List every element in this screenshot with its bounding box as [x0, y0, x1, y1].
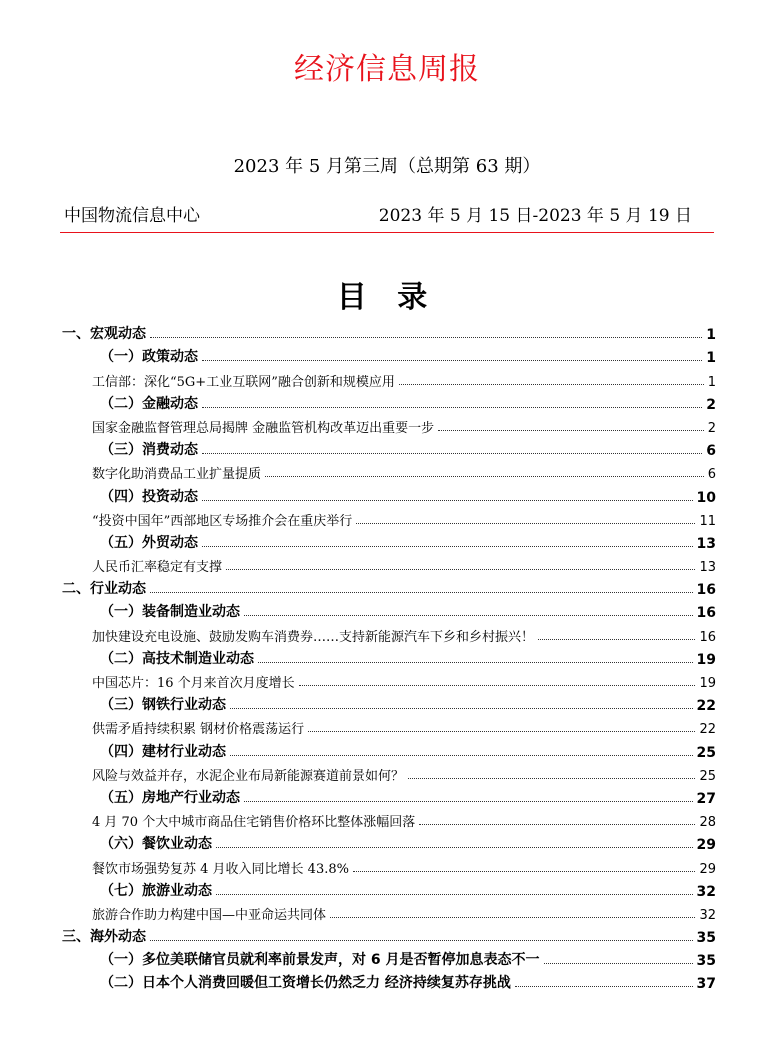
toc-page-number: 27	[696, 790, 716, 807]
dot-leader	[438, 430, 704, 431]
toc-page-number: 25	[699, 768, 716, 784]
dot-leader	[202, 500, 693, 501]
toc-entry-title: （七）旅游业动态	[100, 882, 212, 899]
toc-page-number: 13	[696, 535, 716, 552]
toc-entry[interactable]	[62, 691, 716, 714]
toc-entry-title: （四）投资动态	[100, 488, 198, 505]
dot-leader	[202, 546, 693, 547]
toc-entry-title: （五）房地产行业动态	[100, 789, 240, 806]
toc-entry[interactable]	[62, 830, 716, 853]
dot-leader	[353, 871, 695, 872]
toc-entry-title: （二）金融动态	[100, 395, 198, 412]
dot-leader	[244, 801, 693, 802]
toc-entry[interactable]	[62, 645, 716, 668]
toc-page-number: 11	[699, 513, 716, 529]
toc-page-number: 2	[707, 420, 716, 436]
table-of-contents	[62, 320, 716, 992]
issue-line: 2023 年 5 月第三周（总期第 63 期）	[233, 156, 541, 177]
dot-leader	[515, 986, 693, 987]
toc-entry-title: （一）装备制造业动态	[100, 604, 240, 621]
toc-entry[interactable]	[62, 923, 716, 946]
toc-entry-title: （四）建材行业动态	[100, 743, 226, 760]
dot-leader	[330, 917, 695, 918]
toc-page-number: 2	[706, 396, 716, 413]
toc-entry[interactable]	[62, 621, 716, 644]
toc-entry-title: 风险与效益并存，水泥企业布局新能源赛道前景如何？	[92, 768, 405, 784]
toc-entry[interactable]	[62, 506, 716, 529]
dot-leader	[150, 592, 693, 593]
toc-entry-title: （三）消费动态	[100, 442, 198, 459]
dot-leader	[150, 337, 702, 338]
toc-page-number: 10	[696, 489, 716, 506]
toc-entry[interactable]	[62, 969, 716, 992]
dot-leader	[150, 940, 693, 941]
dot-leader	[202, 360, 702, 361]
toc-entry-title: 一、宏观动态	[62, 326, 146, 343]
toc-entry-title: 中国芯片：16 个月来首次月度增长	[92, 676, 295, 691]
toc-entry-title: （五）外贸动态	[100, 534, 198, 551]
toc-page-number: 37	[696, 976, 716, 993]
toc-page-number: 32	[699, 907, 716, 923]
toc-entry[interactable]	[62, 390, 716, 413]
toc-entry-title: 加快建设充电设施、鼓励发购车消费券……支持新能源汽车下乡和乡村振兴！	[92, 629, 535, 645]
dot-leader	[216, 847, 693, 848]
dot-leader	[202, 453, 702, 454]
toc-entry[interactable]	[62, 436, 716, 459]
toc-page-number: 16	[699, 629, 716, 645]
toc-entry[interactable]	[62, 459, 716, 482]
dot-leader	[356, 523, 695, 524]
toc-entry-title: 人民币汇率稳定有支撑	[92, 560, 223, 576]
dot-leader	[299, 685, 696, 686]
dot-leader	[538, 639, 695, 640]
toc-page-number: 19	[696, 651, 716, 668]
toc-page-number: 6	[707, 467, 716, 483]
toc-entry[interactable]	[62, 946, 716, 969]
toc-entry-title: 4 月 70 个大中城市商品住宅销售价格环比整体涨幅回落	[92, 815, 416, 831]
toc-entry-title: 工信部：深化“5G+工业互联网”融合创新和规模应用	[92, 374, 395, 390]
toc-page-number: 32	[696, 883, 716, 900]
dot-leader	[230, 755, 693, 756]
toc-entry[interactable]	[62, 320, 716, 343]
toc-entry[interactable]	[62, 482, 716, 505]
toc-page-number: 29	[696, 837, 716, 854]
dot-leader	[226, 569, 695, 570]
toc-entry-title: 二、行业动态	[62, 581, 146, 598]
dot-leader	[265, 476, 704, 477]
toc-entry[interactable]	[62, 714, 716, 737]
toc-page-number: 19	[699, 676, 716, 691]
toc-entry[interactable]	[62, 575, 716, 598]
toc-entry-title: （一）政策动态	[100, 349, 198, 366]
toc-entry-title: 数字化助消费品工业扩量提质	[92, 467, 262, 483]
dot-leader	[258, 662, 693, 663]
toc-entry-title: 三、海外动态	[62, 929, 146, 946]
dot-leader	[308, 731, 695, 732]
toc-entry-title: （六）餐饮业动态	[100, 836, 212, 853]
toc-entry[interactable]	[62, 668, 716, 691]
dot-leader	[216, 894, 693, 895]
header-divider	[60, 232, 714, 233]
dot-leader	[230, 708, 693, 709]
dot-leader	[408, 778, 695, 779]
dot-leader	[399, 384, 704, 385]
toc-entry[interactable]	[62, 598, 716, 621]
toc-page-number: 1	[706, 350, 716, 367]
dot-leader	[419, 824, 695, 825]
toc-entry[interactable]	[62, 761, 716, 784]
toc-entry[interactable]	[62, 343, 716, 366]
toc-entry[interactable]	[62, 877, 716, 900]
toc-entry-title: 餐饮市场强势复苏 4 月收入同比增长 43.8%	[92, 861, 349, 877]
toc-title: 目 录	[336, 280, 438, 315]
toc-entry-title: 国家金融监督管理总局揭牌 金融监管机构改革迈出重要一步	[92, 420, 435, 436]
toc-entry[interactable]	[62, 784, 716, 807]
toc-page-number: 1	[707, 374, 716, 390]
toc-page-number: 13	[699, 560, 716, 576]
toc-entry[interactable]	[62, 900, 716, 923]
toc-entry[interactable]	[62, 413, 716, 436]
date-range: 2023 年 5 月 15 日-2023 年 5 月 19 日	[378, 206, 692, 226]
toc-page-number: 6	[706, 443, 716, 460]
toc-page-number: 16	[696, 582, 716, 599]
toc-page-number: 1	[706, 327, 716, 344]
dot-leader	[202, 407, 702, 408]
toc-page-number: 22	[696, 698, 716, 715]
toc-page-number: 35	[696, 930, 716, 947]
toc-entry-title: （二）高技术制造业动态	[100, 650, 254, 667]
toc-entry-title: （二）日本个人消费回暖但工资增长仍然乏力 经济持续复苏存挑战	[100, 975, 511, 992]
toc-entry[interactable]	[62, 737, 716, 760]
toc-page-number: 28	[699, 815, 716, 831]
toc-page-number: 25	[696, 744, 716, 761]
dot-leader	[244, 615, 693, 616]
report-title: 经济信息周报	[294, 52, 480, 87]
toc-entry[interactable]	[62, 552, 716, 575]
toc-entry[interactable]	[62, 853, 716, 876]
toc-entry[interactable]	[62, 529, 716, 552]
toc-page-number: 29	[699, 861, 716, 877]
toc-entry-title: （三）钢铁行业动态	[100, 697, 226, 714]
publisher-name: 中国物流信息中心	[64, 206, 200, 226]
toc-entry-title: 旅游合作助力构建中国—中亚命运共同体	[92, 907, 327, 923]
toc-entry-title: “投资中国年”西部地区专场推介会在重庆举行	[92, 513, 353, 529]
toc-page-number: 35	[696, 953, 716, 970]
toc-entry-title: （一）多位美联储官员就利率前景发声，对 6 月是否暂停加息表态不一	[100, 952, 540, 969]
toc-page-number: 22	[699, 722, 716, 738]
toc-page-number: 16	[696, 605, 716, 622]
toc-entry-title: 供需矛盾持续积累 钢材价格震荡运行	[92, 722, 305, 738]
toc-entry[interactable]	[62, 366, 716, 389]
dot-leader	[544, 963, 693, 964]
toc-entry[interactable]	[62, 807, 716, 830]
